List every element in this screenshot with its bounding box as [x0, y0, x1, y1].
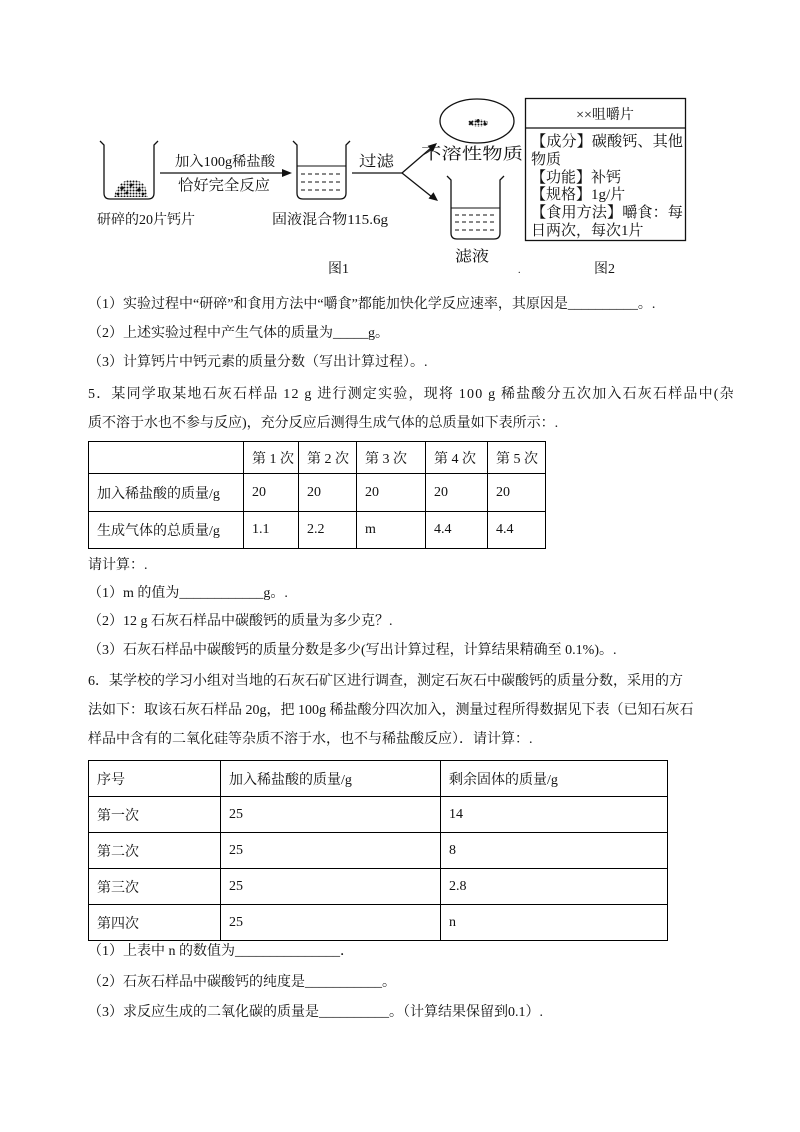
q4-part-2: （2）上述实验过程中产生气体的质量为_____g。	[88, 326, 389, 341]
remaining-solid-table	[88, 760, 668, 941]
table-header-cell: 加入稀盐酸的质量/g	[221, 761, 441, 797]
table-header-cell: 序号	[89, 761, 221, 797]
table-row	[89, 474, 546, 512]
reagent-label: 加入100g稀盐酸	[175, 155, 273, 170]
q6-stem-line-2: 法如下：取该石灰石样品 20g，把 100g 稀盐酸分四次加入，测量过程所得数据见下表（已知石灰石	[88, 703, 694, 718]
row-label-cell: 第一次	[89, 797, 221, 833]
tablets-label: 研碎的20片钙片	[97, 213, 195, 228]
table-header-cell: 剩余固体的质量/g	[441, 761, 668, 797]
table-corner-cell	[89, 442, 244, 474]
figure1-caption: 图1	[328, 262, 349, 277]
residue-label: 不溶性物质	[421, 146, 502, 163]
table-header-cell: 第 3 次	[357, 442, 426, 474]
table-row	[89, 512, 546, 549]
q6-stem-line-3: 样品中含有的二氧化硅等杂质不溶于水，也不与稀盐酸反应）．请计算：.	[88, 732, 533, 747]
filtrate-label: 滤液	[455, 249, 486, 265]
table-cell: 25	[221, 905, 441, 941]
row-label-cell: 第四次	[89, 905, 221, 941]
q5-part-3: （3）石灰石样品中碳酸钙的质量分数是多少(写出计算过程，计算结果精确至 0.1%)。.	[88, 643, 617, 658]
q5-prompt: 请计算：.	[88, 558, 148, 573]
q5-part-2: （2）12 g 石灰石样品中碳酸钙的质量为多少克？.	[88, 614, 393, 629]
q6-part-2: （2）石灰石样品中碳酸钙的纯度是___________。	[88, 975, 396, 990]
table-header-cell: 第 4 次	[426, 442, 488, 474]
beaker-mixture	[293, 141, 350, 199]
stray-mark: .	[518, 265, 521, 276]
table-row	[89, 869, 668, 905]
gas-mass-table	[88, 441, 546, 549]
table-row	[89, 833, 668, 869]
product-usage: 【食用方法】嚼食：每	[531, 205, 682, 221]
table-cell: 4.4	[488, 512, 546, 549]
table-header-cell: 第 5 次	[488, 442, 546, 474]
table-cell: 20	[299, 474, 357, 512]
table-row	[89, 905, 668, 941]
product-title: ××咀嚼片	[576, 108, 634, 123]
q4-part-3: （3）计算钙片中钙元素的质量分数（写出计算过程）。.	[88, 355, 428, 370]
mixture-label: 固液混合物115.6g	[272, 213, 380, 228]
product-ingredients-cont: 物质	[531, 152, 562, 168]
figure2-caption: 图2	[594, 262, 615, 277]
arrow-to-filtrate	[402, 173, 432, 197]
q5-stem-line-2: 质不溶于水也不参与反应)，充分反应后测得生成气体的总质量如下表所示：.	[88, 416, 559, 431]
q6-stem-line-1: 6．某学校的学习小组对当地的石灰石矿区进行调查，测定石灰石中碳酸钙的质量分数，采用的方	[88, 674, 683, 689]
table-cell: m	[357, 512, 426, 549]
table-header-row	[89, 442, 546, 474]
table-cell: 25	[221, 797, 441, 833]
q5-part-1: （1）m 的值为____________g。.	[88, 586, 288, 601]
table-cell: 8	[441, 833, 668, 869]
product-function: 【功能】补钙	[531, 170, 622, 186]
row-label-cell: 生成气体的总质量/g	[89, 512, 244, 549]
q5-stem-line-1: 5．某同学取某地石灰石样品 12 g 进行测定实验，现将 100 g 稀盐酸分五次加入石灰石样品中(杂	[88, 387, 735, 402]
reaction-label: 恰好完全反应	[178, 178, 269, 194]
crushed-tablets	[114, 180, 148, 197]
table-cell: 1.1	[244, 512, 299, 549]
insoluble-residue	[468, 119, 488, 127]
table-header-row	[89, 761, 668, 797]
table-cell: 4.4	[426, 512, 488, 549]
table-cell: 20	[357, 474, 426, 512]
table-cell: 14	[441, 797, 668, 833]
table-cell: 25	[221, 833, 441, 869]
residue-dish	[440, 99, 514, 143]
row-label-cell: 第三次	[89, 869, 221, 905]
q6-part-3: （3）求反应生成的二氧化碳的质量是__________。（计算结果保留到0.1）.	[88, 1005, 543, 1020]
table-header-cell: 第 2 次	[299, 442, 357, 474]
row-label-cell: 第二次	[89, 833, 221, 869]
mixture-liquid	[297, 166, 346, 190]
table-cell: 2.8	[441, 869, 668, 905]
product-label-box	[526, 99, 686, 241]
table-header-cell: 第 1 次	[244, 442, 299, 474]
table-row	[89, 797, 668, 833]
product-ingredients: 【成分】碳酸钙、其他	[531, 134, 682, 150]
table-cell: 20	[244, 474, 299, 512]
table-cell: n	[441, 905, 668, 941]
q6-part-1: （1）上表中 n 的数值为_______________．	[88, 944, 354, 959]
beaker-filtrate	[447, 176, 504, 239]
product-spec: 【规格】1g/片	[531, 187, 626, 203]
add-acid-arrow	[160, 169, 292, 177]
table-cell: 2.2	[299, 512, 357, 549]
row-label-cell: 加入稀盐酸的质量/g	[89, 474, 244, 512]
filter-label: 过滤	[359, 154, 390, 170]
product-usage-cont: 日两次，每次1片	[531, 223, 644, 239]
beaker-crushed-tablets	[100, 141, 158, 199]
filtrate-liquid	[451, 208, 500, 230]
q4-part-1: （1）实验过程中“研碎”和食用方法中“嚼食”都能加快化学反应速率，其原因是__________。.	[88, 297, 656, 312]
table-cell: 25	[221, 869, 441, 905]
experiment-figures	[0, 0, 800, 285]
table-cell: 20	[488, 474, 546, 512]
table-cell: 20	[426, 474, 488, 512]
